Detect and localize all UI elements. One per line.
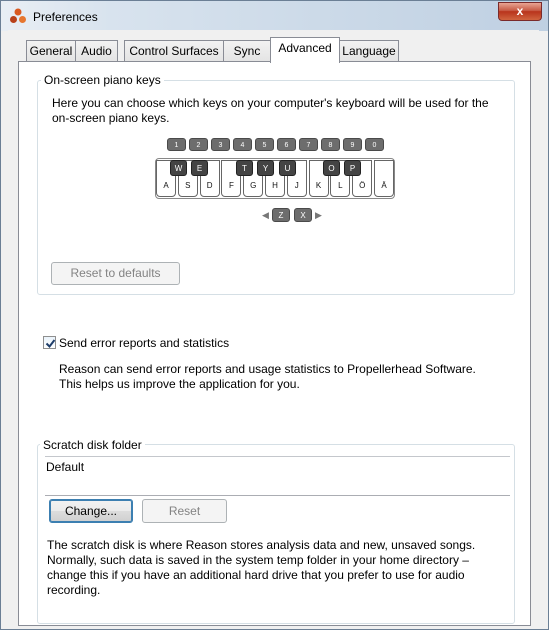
white-piano-key-label: G bbox=[250, 181, 257, 190]
number-key[interactable]: 2 bbox=[189, 138, 208, 151]
tab-label: General bbox=[29, 44, 73, 58]
send-error-reports-checkbox[interactable] bbox=[43, 336, 56, 349]
tab-label: Audio bbox=[81, 44, 112, 58]
tab-label: Language bbox=[342, 44, 396, 58]
tab-general[interactable] bbox=[26, 40, 76, 62]
scratch-folder-path-value: Default bbox=[46, 460, 85, 474]
change-folder-button[interactable]: Change... bbox=[49, 499, 133, 523]
tab-language[interactable] bbox=[339, 40, 399, 62]
number-key[interactable]: 5 bbox=[255, 138, 274, 151]
black-piano-key[interactable]: P bbox=[344, 160, 361, 176]
octave-key-x[interactable]: X bbox=[294, 208, 312, 222]
black-piano-key[interactable]: T bbox=[236, 160, 253, 176]
checkmark-icon bbox=[45, 338, 56, 349]
black-piano-key[interactable]: Y bbox=[257, 160, 274, 176]
white-piano-key-label: D bbox=[206, 181, 213, 190]
tab-label: Advanced bbox=[278, 41, 332, 55]
scratch-disk-description: The scratch disk is where Reason stores analysis data and new, unsaved songs. Normally, such data is saved in the system temp folder in your home directory – change this if you have an additional hard drive that you prefer to use for audio recording. bbox=[47, 538, 476, 597]
number-key[interactable]: 0 bbox=[365, 138, 384, 151]
white-piano-key-label: L bbox=[338, 181, 343, 190]
octave-key-z[interactable]: Z bbox=[272, 208, 290, 222]
black-piano-key[interactable]: O bbox=[323, 160, 340, 176]
octave-up-arrow-icon[interactable]: ▶ bbox=[315, 210, 322, 220]
black-piano-key[interactable]: U bbox=[279, 160, 296, 176]
number-key[interactable]: 6 bbox=[277, 138, 296, 151]
title-bar[interactable] bbox=[1, 1, 548, 31]
window-title: Preferences bbox=[33, 10, 98, 24]
reason-logo-icon bbox=[9, 7, 27, 25]
tab-label: Sync bbox=[233, 44, 261, 58]
tab-control-surfaces[interactable] bbox=[124, 40, 224, 62]
close-button[interactable] bbox=[498, 2, 542, 21]
piano-keys-description: Here you can choose which keys on your computer's keyboard will be used for the on-screen piano keys. bbox=[52, 96, 489, 125]
white-piano-key-label: K bbox=[315, 181, 322, 190]
white-piano-key-label: H bbox=[272, 181, 278, 190]
tab-audio[interactable] bbox=[75, 40, 118, 62]
white-piano-key-label: Ä bbox=[381, 181, 387, 190]
octave-down-arrow-icon[interactable]: ◀ bbox=[262, 210, 269, 220]
tab-label: Control Surfaces bbox=[129, 44, 219, 58]
number-key[interactable]: 4 bbox=[233, 138, 252, 151]
white-piano-key-label: J bbox=[294, 181, 299, 190]
piano-keys-group-title: On-screen piano keys bbox=[41, 73, 164, 87]
send-error-reports-label[interactable]: Send error reports and statistics bbox=[59, 336, 230, 350]
number-key[interactable]: 9 bbox=[343, 138, 362, 151]
error-reports-description: Reason can send error reports and usage statistics to Propellerhead Software. This helps us improve the application for you. bbox=[59, 362, 476, 391]
number-key[interactable]: 1 bbox=[167, 138, 186, 151]
white-piano-key[interactable] bbox=[374, 160, 394, 197]
tab-sync[interactable] bbox=[223, 40, 271, 62]
white-piano-key-label: S bbox=[185, 181, 191, 190]
white-piano-key-label: F bbox=[228, 181, 234, 190]
tab-advanced[interactable] bbox=[270, 37, 340, 63]
reset-to-defaults-button[interactable]: Reset to defaults bbox=[51, 262, 180, 285]
scratch-folder-path-field bbox=[45, 456, 510, 496]
white-piano-key-label: A bbox=[163, 181, 169, 190]
number-key[interactable]: 3 bbox=[211, 138, 230, 151]
black-piano-key[interactable]: E bbox=[191, 160, 208, 176]
black-piano-key[interactable]: W bbox=[170, 160, 187, 176]
reset-folder-button[interactable]: Reset bbox=[142, 499, 227, 523]
close-icon: x bbox=[516, 4, 524, 18]
number-key[interactable]: 8 bbox=[321, 138, 340, 151]
scratch-disk-group-title: Scratch disk folder bbox=[40, 438, 145, 452]
number-key[interactable]: 7 bbox=[299, 138, 318, 151]
white-piano-key-label: Ö bbox=[359, 181, 366, 190]
